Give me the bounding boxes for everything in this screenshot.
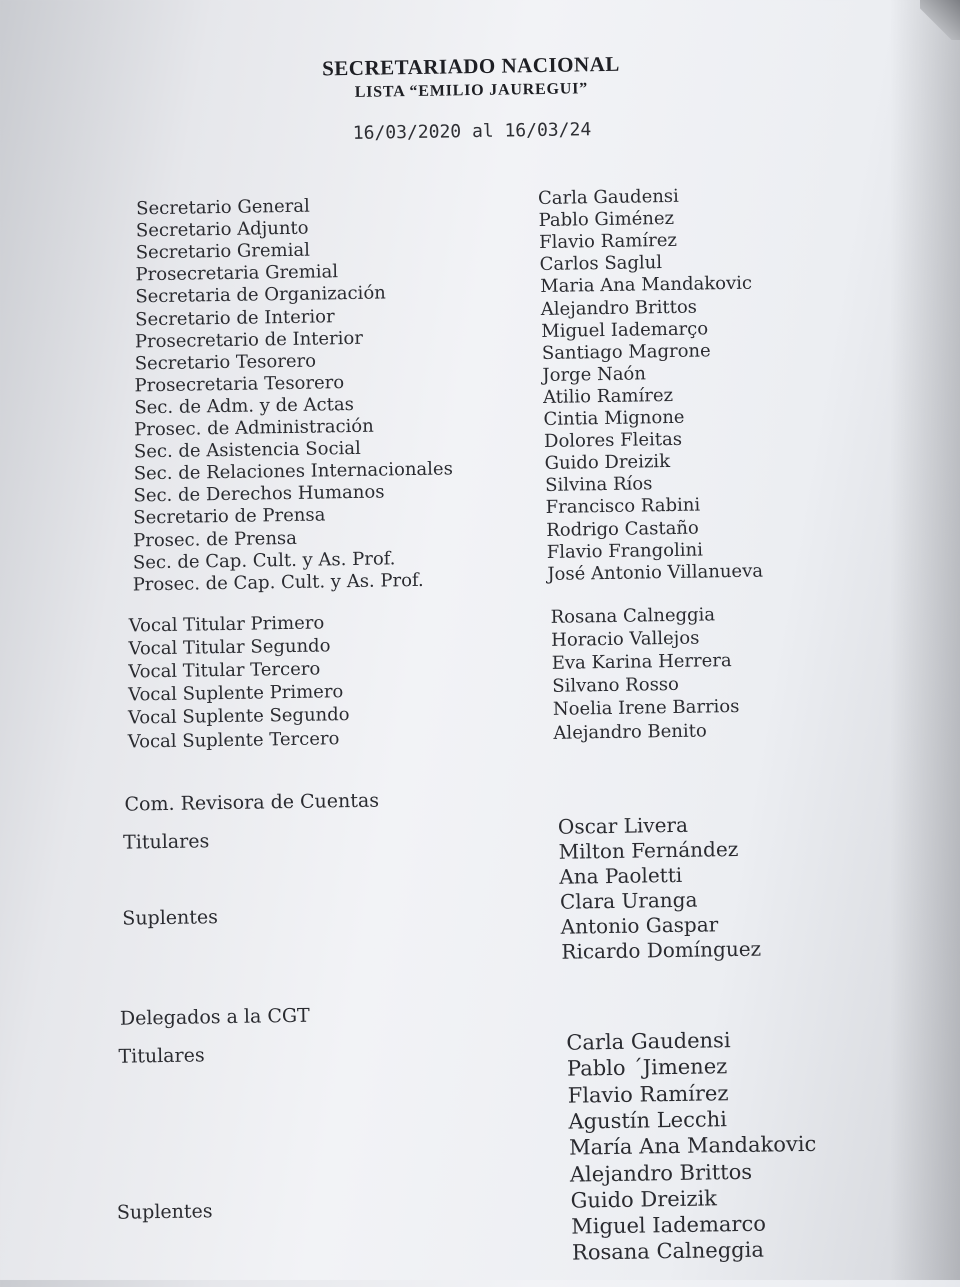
member-name: Agustín Lecchi [568,1107,728,1134]
role-label: Vocal Titular Segundo [128,635,331,660]
role-label: Secretario de Interior [135,305,335,330]
document-subtitle: LISTA “EMILIO JAUREGUI” [354,80,589,101]
member-name: Alejandro Benito [553,719,707,744]
cgt-suplentes-label: Suplentes [116,1200,213,1224]
member-name: Carla Gaudensi [537,185,680,210]
member-name: Horacio Vallejos [551,627,700,651]
member-name: Miguel Iademarço [541,317,709,342]
member-name: Flavio Ramírez [538,230,678,254]
role-label: Secretario Adjunto [135,217,309,242]
role-label: Sec. de Asistencia Social [133,437,361,463]
member-name: Ana Paoletti [559,862,683,889]
member-name: Guido Dreizik [570,1186,718,1213]
revisora-heading: Com. Revisora de Cuentas [124,789,380,816]
role-label: Prosecretaria Tesorero [134,371,345,397]
member-name: Carla Gaudensi [566,1028,731,1055]
member-name: Alejandro Brittos [540,296,698,320]
member-name: Atilio Ramírez [542,384,674,408]
member-name: Milton Fernández [558,836,739,864]
role-label: Secretaria de Organización [135,282,386,308]
member-name: Rodrigo Castaño [546,517,699,541]
role-label: Secretario General [136,195,310,220]
member-name: Noelia Irene Barrios [552,696,740,721]
role-label: Vocal Titular Tercero [128,658,321,683]
member-name: Miguel Iademarco [571,1211,767,1239]
revisora-suplentes-label: Suplentes [122,906,219,930]
member-name: Antonio Gaspar [560,912,719,939]
document-period: 16/03/2020 al 16/03/24 [352,119,592,144]
member-name: Ricardo Domínguez [561,936,762,964]
member-name: José Antonio Villanueva [547,560,764,585]
role-label: Prosec. de Cap. Cult. y As. Prof. [132,569,424,596]
role-label: Vocal Titular Primero [128,612,325,637]
member-name: Flavio Ramírez [567,1080,729,1108]
role-label: Sec. de Derechos Humanos [133,481,385,507]
role-label: Vocal Suplente Tercero [127,727,340,753]
cgt-titulares-label: Titulares [118,1044,205,1068]
member-name: Pablo Giménez [538,207,675,232]
role-label: Prosec. de Prensa [132,527,298,551]
member-name: Silvano Rosso [552,674,680,698]
member-name: Maria Ana Mandakovic [540,273,753,298]
member-name: Jorge Naón [542,363,647,386]
role-label: Prosecretario de Interior [134,327,364,352]
role-label: Secretario de Prensa [133,504,326,529]
member-name: Flavio Frangolini [546,539,704,563]
role-label: Vocal Suplente Primero [128,681,344,706]
member-name: Santiago Magrone [541,340,711,364]
member-name: Carlos Saglul [539,252,663,276]
document-title: SECRETARIADO NACIONAL [321,51,621,81]
member-name: Guido Dreizik [544,451,671,475]
member-name: Cintia Mignone [543,406,685,430]
member-name: María Ana Mandakovic [568,1131,817,1160]
role-label: Secretario Tesorero [134,350,317,375]
member-name: Eva Karina Herrera [551,650,732,675]
role-label: Sec. de Adm. y de Actas [134,393,355,419]
member-name: Francisco Rabini [545,494,701,519]
member-name: Oscar Livera [557,812,689,839]
role-label: Vocal Suplente Segundo [127,704,350,729]
member-name: Clara Uranga [559,887,698,914]
role-label: Sec. de Relaciones Internacionales [133,458,454,485]
member-name: Rosana Calneggia [550,604,716,628]
role-label: Sec. de Cap. Cult. y As. Prof. [132,547,396,574]
revisora-titulares-label: Titulares [122,830,210,854]
role-label: Secretario Gremial [135,239,311,264]
member-name: Pablo ´Jimenez [566,1054,728,1081]
role-label: Prosecretaria Gremial [135,261,339,286]
member-name: Alejandro Brittos [569,1159,753,1187]
member-name: Silvina Ríos [545,473,653,497]
role-label: Prosec. de Administración [133,415,374,441]
member-name: Rosana Calneggia [571,1238,765,1266]
cgt-heading: Delegados a la CGT [119,1004,310,1030]
member-name: Dolores Fleitas [543,428,683,453]
